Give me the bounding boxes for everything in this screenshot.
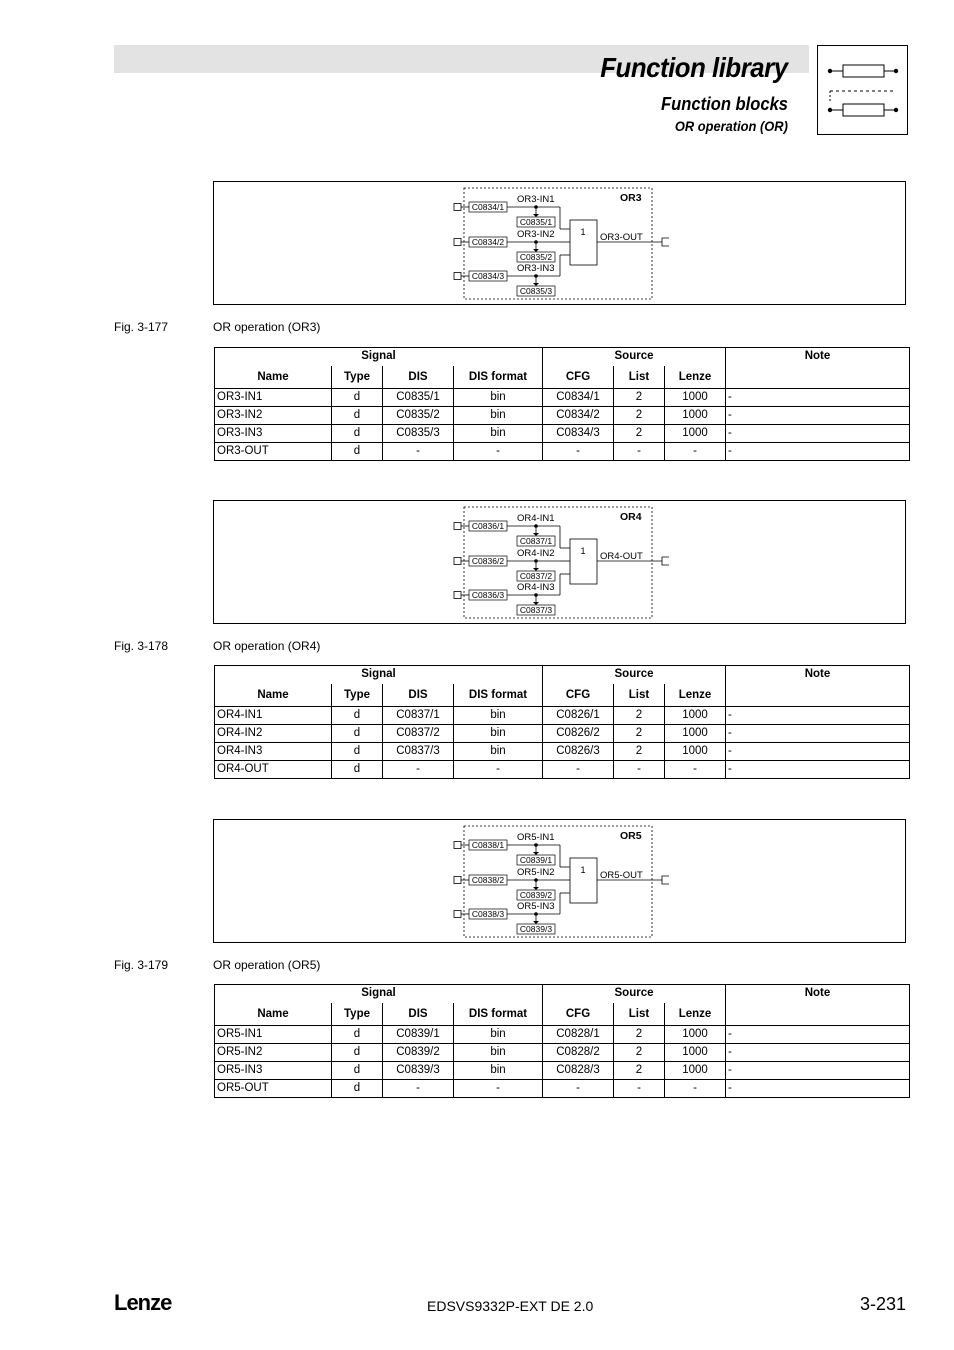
- table-cell: C0828/2: [543, 1044, 614, 1062]
- table-cell: d: [332, 389, 383, 407]
- table-cell: 1000: [665, 389, 726, 407]
- table-cell: bin: [454, 425, 543, 443]
- table-cell: -: [543, 443, 614, 461]
- table-cell: OR3-IN3: [215, 425, 332, 443]
- table-cell: 2: [614, 407, 665, 425]
- table-cell: C0839/3: [383, 1062, 454, 1080]
- input-connector: [454, 273, 461, 280]
- column-header: Lenze: [665, 684, 726, 707]
- table-cell: -: [383, 1080, 454, 1098]
- table-row: [215, 425, 910, 443]
- table-cell: 1000: [665, 743, 726, 761]
- table-cell: -: [383, 443, 454, 461]
- table-cell: C0834/1: [543, 389, 614, 407]
- table-cell: d: [332, 425, 383, 443]
- block-name: OR3: [620, 192, 642, 204]
- table-cell: -: [454, 761, 543, 779]
- table-cell: -: [726, 1080, 910, 1098]
- table-cell: -: [726, 707, 910, 725]
- table-cell: -: [665, 1080, 726, 1098]
- table-cell: -: [726, 389, 910, 407]
- output-connector: [662, 557, 669, 565]
- group-header-note: Note: [726, 985, 910, 1004]
- input-connector: [454, 592, 461, 599]
- table-cell: OR4-IN3: [215, 743, 332, 761]
- column-header: DIS format: [454, 366, 543, 389]
- column-header: Type: [332, 366, 383, 389]
- gate-symbol: 1: [580, 865, 586, 875]
- table-cell: -: [665, 761, 726, 779]
- input-label: OR5-IN1: [517, 832, 555, 843]
- table-cell: bin: [454, 389, 543, 407]
- table-row: [215, 443, 910, 461]
- table-cell: OR5-IN2: [215, 1044, 332, 1062]
- cfg-code: C0838/1: [471, 840, 505, 851]
- table-cell: bin: [454, 1062, 543, 1080]
- table-cell: C0837/1: [383, 707, 454, 725]
- table-cell: -: [726, 725, 910, 743]
- table-cell: C0826/3: [543, 743, 614, 761]
- input-label: OR4-IN3: [517, 582, 555, 593]
- table-row: [215, 761, 910, 779]
- input-connector: [454, 877, 461, 884]
- column-header: DIS format: [454, 1003, 543, 1026]
- table-cell: OR3-OUT: [215, 443, 332, 461]
- table-cell: C0826/1: [543, 707, 614, 725]
- table-cell: 1000: [665, 1062, 726, 1080]
- table-cell: 2: [614, 389, 665, 407]
- cfg-code: C0834/2: [471, 237, 505, 248]
- gate-symbol: 1: [580, 546, 586, 556]
- cfg-code: C0834/3: [471, 271, 505, 282]
- column-header: [726, 1003, 910, 1026]
- column-header: [726, 684, 910, 707]
- column-header: Lenze: [665, 1003, 726, 1026]
- table-cell: -: [614, 1080, 665, 1098]
- group-header-source: Source: [543, 985, 726, 1004]
- table-cell: bin: [454, 743, 543, 761]
- or4-signal-table: [214, 665, 910, 779]
- table-cell: 2: [614, 1044, 665, 1062]
- group-header-signal: Signal: [215, 666, 543, 685]
- table-row: [215, 1080, 910, 1098]
- dis-code: C0839/1: [519, 855, 553, 866]
- subsection-title: OR operation (OR): [674, 118, 788, 134]
- column-header: Type: [332, 684, 383, 707]
- table-cell: OR5-OUT: [215, 1080, 332, 1098]
- table-cell: 1000: [665, 407, 726, 425]
- column-header: Type: [332, 1003, 383, 1026]
- output-label: OR3-OUT: [600, 232, 643, 243]
- table-cell: d: [332, 1026, 383, 1044]
- table-cell: C0837/3: [383, 743, 454, 761]
- or3-block-diagram: [213, 181, 906, 305]
- table-cell: C0828/1: [543, 1026, 614, 1044]
- column-header: List: [614, 366, 665, 389]
- table-cell: C0839/2: [383, 1044, 454, 1062]
- input-label: OR5-IN3: [517, 901, 555, 912]
- output-label: OR4-OUT: [600, 551, 643, 562]
- table-cell: 2: [614, 425, 665, 443]
- figure-number: Fig. 3-179: [114, 958, 169, 972]
- page-number: 3-231: [859, 1294, 906, 1314]
- table-row: [215, 407, 910, 425]
- table-cell: OR5-IN3: [215, 1062, 332, 1080]
- page-title: Function library: [600, 52, 788, 83]
- dis-code: C0837/2: [519, 571, 553, 582]
- table-cell: -: [665, 443, 726, 461]
- table-cell: OR3-IN2: [215, 407, 332, 425]
- column-header: DIS: [383, 684, 454, 707]
- column-header: Name: [215, 684, 332, 707]
- group-header-signal: Signal: [215, 348, 543, 367]
- input-connector: [454, 911, 461, 918]
- input-connector: [454, 558, 461, 565]
- dis-code: C0839/2: [519, 890, 553, 901]
- column-header: List: [614, 1003, 665, 1026]
- table-row: [215, 725, 910, 743]
- dis-code: C0835/3: [519, 286, 553, 297]
- table-cell: C0837/2: [383, 725, 454, 743]
- table-cell: -: [726, 761, 910, 779]
- column-header: Lenze: [665, 366, 726, 389]
- input-label: OR5-IN2: [517, 867, 555, 878]
- table-cell: d: [332, 1062, 383, 1080]
- column-header: DIS format: [454, 684, 543, 707]
- cfg-code: C0838/3: [471, 909, 505, 920]
- table-cell: -: [614, 443, 665, 461]
- input-connector: [454, 204, 461, 211]
- table-cell: -: [543, 761, 614, 779]
- table-cell: -: [726, 1044, 910, 1062]
- dis-code: C0837/1: [519, 536, 553, 547]
- table-cell: OR4-OUT: [215, 761, 332, 779]
- table-cell: -: [726, 1062, 910, 1080]
- column-header: CFG: [543, 1003, 614, 1026]
- table-cell: C0835/2: [383, 407, 454, 425]
- table-cell: bin: [454, 707, 543, 725]
- function-block-icon: [817, 45, 908, 135]
- cfg-code: C0834/1: [471, 202, 505, 213]
- or4-block-diagram: [213, 500, 906, 624]
- column-header: Name: [215, 366, 332, 389]
- group-header-source: Source: [543, 666, 726, 685]
- table-row: [215, 1044, 910, 1062]
- cfg-code: C0836/1: [471, 521, 505, 532]
- or3-signal-table: [214, 347, 910, 461]
- output-connector: [662, 876, 669, 884]
- table-cell: 1000: [665, 725, 726, 743]
- group-header-source: Source: [543, 348, 726, 367]
- or5-block-diagram: [213, 819, 906, 943]
- table-cell: 2: [614, 707, 665, 725]
- dis-code: C0835/2: [519, 252, 553, 263]
- table-cell: -: [726, 407, 910, 425]
- figure-caption: OR operation (OR3): [213, 320, 321, 334]
- table-cell: C0834/3: [543, 425, 614, 443]
- dis-code: C0839/3: [519, 924, 553, 935]
- dis-code: C0837/3: [519, 605, 553, 616]
- column-header: Name: [215, 1003, 332, 1026]
- table-cell: -: [543, 1080, 614, 1098]
- table-cell: d: [332, 407, 383, 425]
- table-cell: d: [332, 443, 383, 461]
- table-cell: OR5-IN1: [215, 1026, 332, 1044]
- or5-signal-table: [214, 984, 910, 1098]
- figure-caption: OR operation (OR4): [213, 639, 321, 653]
- input-connector: [454, 523, 461, 530]
- table-cell: C0828/3: [543, 1062, 614, 1080]
- table-cell: d: [332, 707, 383, 725]
- table-row: [215, 743, 910, 761]
- table-cell: C0826/2: [543, 725, 614, 743]
- table-cell: C0835/1: [383, 389, 454, 407]
- table-cell: OR4-IN2: [215, 725, 332, 743]
- column-header: CFG: [543, 366, 614, 389]
- table-cell: 2: [614, 1026, 665, 1044]
- table-row: [215, 1026, 910, 1044]
- table-cell: 2: [614, 743, 665, 761]
- cfg-code: C0836/3: [471, 590, 505, 601]
- table-cell: -: [726, 743, 910, 761]
- table-cell: bin: [454, 1026, 543, 1044]
- lenze-logo: Lenze: [114, 1290, 172, 1315]
- block-name: OR4: [620, 511, 642, 523]
- table-cell: 1000: [665, 1044, 726, 1062]
- input-label: OR3-IN2: [517, 229, 555, 240]
- input-label: OR3-IN3: [517, 263, 555, 274]
- document-id: EDSVS9332P-EXT DE 2.0: [427, 1298, 594, 1314]
- column-header: List: [614, 684, 665, 707]
- table-cell: C0834/2: [543, 407, 614, 425]
- table-cell: d: [332, 725, 383, 743]
- table-cell: -: [383, 761, 454, 779]
- table-cell: d: [332, 761, 383, 779]
- block-name: OR5: [620, 830, 642, 842]
- table-cell: -: [454, 443, 543, 461]
- table-cell: 1000: [665, 707, 726, 725]
- cfg-code: C0838/2: [471, 875, 505, 886]
- input-label: OR3-IN1: [517, 194, 555, 205]
- figure-caption: OR operation (OR5): [213, 958, 321, 972]
- column-header: DIS: [383, 1003, 454, 1026]
- column-header: DIS: [383, 366, 454, 389]
- cfg-code: C0836/2: [471, 556, 505, 567]
- group-header-note: Note: [726, 666, 910, 685]
- dis-code: C0835/1: [519, 217, 553, 228]
- group-header-note: Note: [726, 348, 910, 367]
- table-cell: -: [454, 1080, 543, 1098]
- section-title: Function blocks: [661, 94, 788, 114]
- group-header-signal: Signal: [215, 985, 543, 1004]
- table-cell: -: [726, 425, 910, 443]
- table-cell: d: [332, 1044, 383, 1062]
- input-connector: [454, 842, 461, 849]
- table-cell: bin: [454, 725, 543, 743]
- input-label: OR4-IN1: [517, 513, 555, 524]
- table-cell: -: [726, 443, 910, 461]
- table-cell: OR3-IN1: [215, 389, 332, 407]
- output-connector: [662, 238, 669, 246]
- table-cell: d: [332, 743, 383, 761]
- output-label: OR5-OUT: [600, 870, 643, 881]
- table-cell: 1000: [665, 425, 726, 443]
- figure-number: Fig. 3-178: [114, 639, 169, 653]
- column-header: CFG: [543, 684, 614, 707]
- table-row: [215, 1062, 910, 1080]
- table-cell: d: [332, 1080, 383, 1098]
- input-label: OR4-IN2: [517, 548, 555, 559]
- table-cell: bin: [454, 1044, 543, 1062]
- table-row: [215, 389, 910, 407]
- table-cell: bin: [454, 407, 543, 425]
- table-cell: 1000: [665, 1026, 726, 1044]
- input-connector: [454, 239, 461, 246]
- gate-symbol: 1: [580, 227, 586, 237]
- table-cell: C0835/3: [383, 425, 454, 443]
- table-cell: -: [614, 761, 665, 779]
- table-cell: OR4-IN1: [215, 707, 332, 725]
- table-row: [215, 707, 910, 725]
- table-cell: 2: [614, 725, 665, 743]
- figure-number: Fig. 3-177: [114, 320, 169, 334]
- table-cell: 2: [614, 1062, 665, 1080]
- column-header: [726, 366, 910, 389]
- table-cell: C0839/1: [383, 1026, 454, 1044]
- table-cell: -: [726, 1026, 910, 1044]
